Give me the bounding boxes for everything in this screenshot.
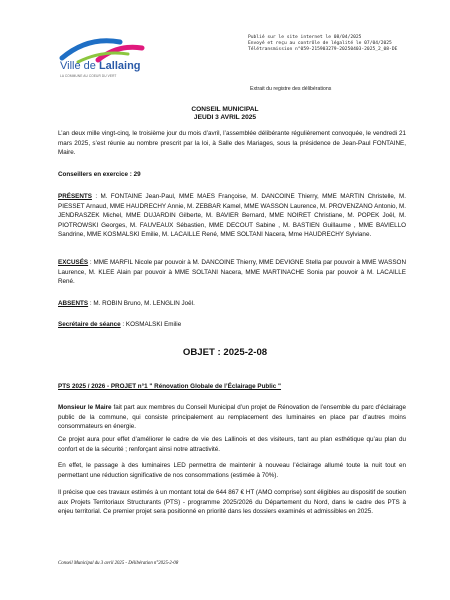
body-paragraph-3: En effet, le passage à des luminaires LED permettra de maintenir à nouveau l’éclairage allumé toute la nuit tout en permettant une réduction significative de nos consommations (estimée à 70%). — [58, 462, 406, 479]
excuses-paragraph — [58, 258, 406, 287]
legality-stamp — [248, 35, 397, 53]
stamp-line: Télétransmission n°059-215903279-20250403-2025_2_08-DE — [248, 47, 398, 52]
council-title: CONSEIL MUNICIPAL — [191, 106, 259, 113]
logo-tagline: LA COMMUNE AU COEUR DU VERT — [60, 74, 117, 78]
logo-name: Ville de Lallaing — [60, 60, 141, 72]
meeting-date: JEUDI 3 AVRIL 2025 — [193, 114, 257, 121]
mayor-label: Monsieur le Maire — [58, 404, 112, 411]
presents-list: : M. FONTAINE Jean-Paul, MME MAES Françoise, M. DANCOINE Thierry, MME MARTIN Christelle, M. PIESSET Arnaud, MME HAUDRECHY Annie, M. ZEBBAR Kamel, MME WASSON Laurence, M. PROVENZANO Antonio, M. JENDRASZEK Michel, MME DUJARDIN Gilberte, M. BAVIER Bernard, MME NOIRET Christiane, M. POPEK Joël, M. PIOTROWSKI Georges, M. FAUVEAUX Sébastien, MME DECOUT Sabine , M. BASTIEN Guillaume , MME BAVIELLO Sandrine, MME KOSMALSKI Emilie, M. LACAILLE René, MME SOLTANI Nacera, Mme HAUDRECHY Sylviane. — [58, 193, 406, 239]
excuses-label: EXCUSÉS — [58, 259, 89, 266]
body-paragraph-2: Ce projet aura pour effet d’améliorer le cadre de vie des Lallinois et des visiteurs, tant au plan esthétique qu’au plan du confort et de la sécurité ; renforçant ainsi notre attractivité. — [58, 436, 406, 453]
page-footer: Conseil Municipal du 3 avril 2025 - Délibération n°2025-2-08 — [58, 561, 179, 566]
body-paragraph-1 — [58, 403, 406, 432]
stamp-line: Envoyé et reçu au contrôle de légalité le 07/04/2025 — [248, 41, 392, 46]
body-paragraph-4: Il précise que ces travaux estimés à un montant total de 644 867 € HT (AMO comprise) sont éligibles au dispositif de soutien aux Projets Territoriaux Structurants (PTS) - programme 2025/2026 du Département du Nord, dans le cadre des PTS à enjeu territorial. Ce premier projet sera positionné en priorité dans les dossiers examinés et admissibles en 2025. — [58, 489, 406, 516]
stamp-line: Publié sur le site internet le 08/04/2025 — [248, 35, 362, 40]
absents-paragraph — [58, 299, 406, 309]
objet-heading: OBJET : 2025-2-08 — [182, 347, 268, 358]
presents-label: PRÉSENTS — [58, 193, 92, 200]
absents-label: ABSENTS — [58, 300, 89, 307]
body-text: fait part aux membres du Conseil Municipal d’un projet de Rénovation de l’ensemble du parc d’éclairage public de la commune, qui consiste principalement au remplacement des luminaires en place par d’autres moins consommateurs en énergie. — [58, 404, 406, 431]
subject-text: PTS 2025 / 2026 - PROJET n°1 " Rénovation Globale de l’Éclairage Public " — [58, 383, 282, 390]
extract-title: Extrait du registre des délibérations — [250, 86, 332, 92]
absents-list: : M. ROBIN Bruno, M. LENGLIN Joël. — [88, 300, 195, 307]
excuses-list: : MME MARFIL Nicole par pouvoir à M. DANCOINE Thierry, MME DEVIGNE Stella par pouvoir à MME WASSON Laurence, M. KLEE Alain par pouvoir à MME SOLTANI Nacera, MME MARTINACHE Sonia par pouvoir à M. LACAILLE René. — [58, 259, 406, 286]
secretaire-name: : KOSMALSKI Emilie — [120, 321, 182, 328]
intro-paragraph: L’an deux mille vingt-cinq, le troisième jour du mois d’avril, l’assemblée délibérante régulièrement convoquée, le vendredi 21 mars 2025, s’est réunie au nombre prescrit par la loi, à Salle des Mariages, sous la présidence de Jean-Paul FONTAINE, Maire. — [58, 130, 406, 157]
subject-line — [58, 382, 406, 392]
presents-paragraph — [58, 192, 406, 240]
secretaire-label: Secrétaire de séance — [58, 321, 121, 328]
conseillers-count: Conseillers en exercice : 29 — [58, 171, 141, 178]
town-logo — [58, 34, 148, 94]
secretaire-paragraph — [58, 320, 406, 330]
